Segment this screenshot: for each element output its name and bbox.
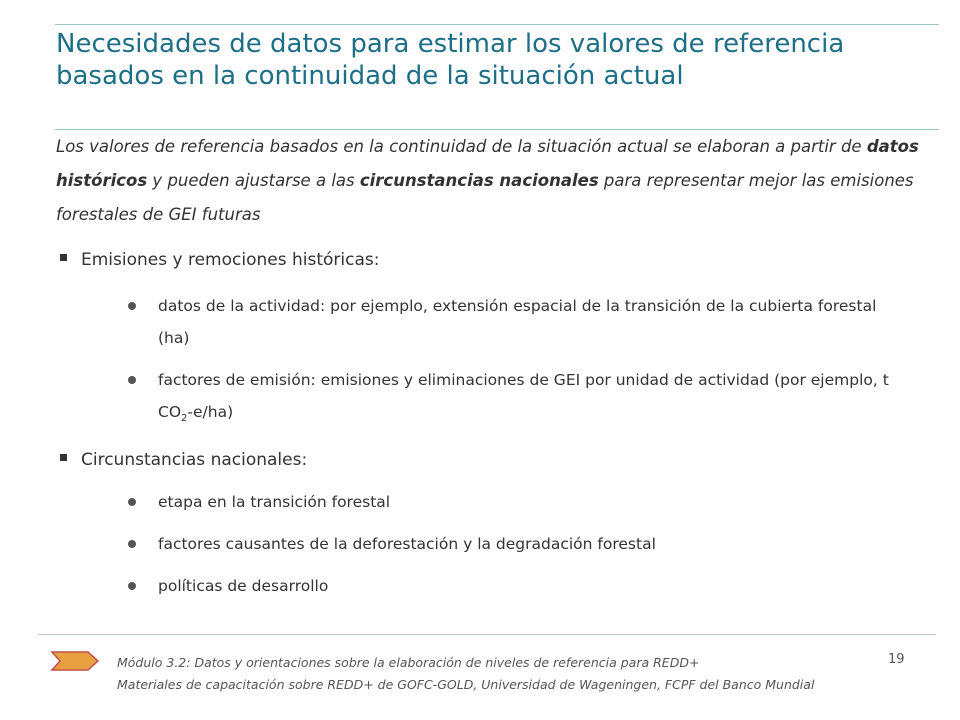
intro-text-3: para representar mejor las emisiones forestales de GEI futuras — [56, 171, 914, 224]
intro-bold-2: circunstancias nacionales — [359, 171, 599, 190]
section-heading-national — [60, 450, 307, 470]
intro-bold-1: datos históricos — [56, 137, 919, 190]
bullet-dot-icon — [128, 302, 136, 310]
co2-subscript: 2 — [181, 413, 188, 425]
list-item — [128, 570, 908, 602]
list-item — [128, 364, 908, 435]
list-item-text: políticas de desarrollo — [158, 577, 329, 595]
list-item-text: factores causantes de la deforestación y la degradación forestal — [158, 535, 656, 553]
top-divider — [55, 24, 939, 25]
bullet-dot-icon — [128, 582, 136, 590]
list-item-text: datos de la actividad: por ejemplo, extensión espacial de la transición de la cubierta forestal (ha) — [158, 297, 877, 347]
section-heading-emissions — [60, 250, 379, 270]
list-item-text-prefix: factores de emisión: emisiones y eliminaciones de GEI por unidad de actividad (por ejemplo, t CO — [158, 371, 889, 421]
footer-materials-line: Materiales de capacitación sobre REDD+ de GOFC-GOLD, Universidad de Wageningen, FCPF del Banco Mundial — [117, 677, 815, 692]
list-item — [128, 528, 908, 560]
intro-text-1: Los valores de referencia basados en la continuidad de la situación actual se elaboran a partir de — [56, 137, 867, 156]
section-heading-text: Circunstancias nacionales: — [81, 450, 308, 470]
chevron-arrow-icon — [50, 650, 100, 672]
page-number: 19 — [888, 652, 905, 667]
list-item-text-suffix: -e/ha) — [187, 403, 234, 421]
bullet-dot-icon — [128, 540, 136, 548]
slide-title: Necesidades de datos para estimar los valores de referencia basados en la continuidad de la situación actual — [56, 29, 845, 91]
bullet-dot-icon — [128, 498, 136, 506]
footer-divider — [38, 634, 936, 635]
footer-module-line: Módulo 3.2: Datos y orientaciones sobre la elaboración de niveles de referencia para REDD+ — [117, 655, 700, 670]
list-item-text: etapa en la transición forestal — [158, 493, 391, 511]
list-item — [128, 290, 908, 354]
bullet-dot-icon — [128, 376, 136, 384]
intro-text-2: y pueden ajustarse a las — [147, 171, 360, 190]
square-bullet-icon — [60, 454, 67, 461]
list-item-text — [158, 364, 908, 435]
intro-paragraph — [56, 130, 940, 232]
list-item — [128, 486, 908, 518]
square-bullet-icon — [60, 254, 67, 261]
section-heading-text: Emisiones y remociones históricas: — [81, 250, 380, 270]
